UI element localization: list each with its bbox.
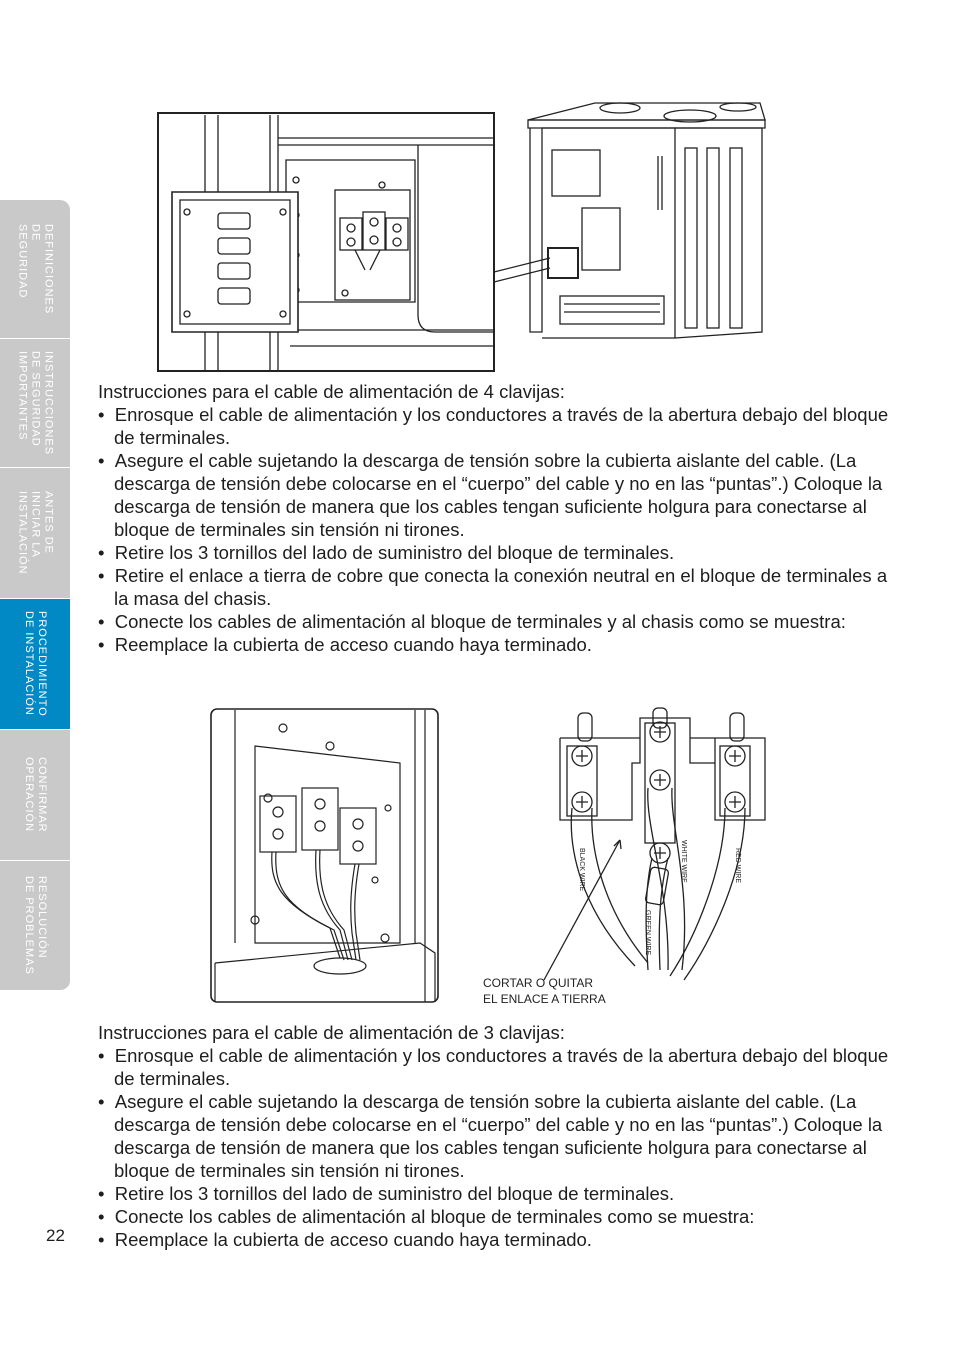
ground-link-note-line1: CORTAR O QUITAR	[483, 976, 594, 990]
three-prong-instructions	[98, 1021, 898, 1251]
instruction-item: • Asegure el cable sujetando la descarga de tensión sobre la cubierta aislante del cable. (La descarga de tensión debe colocarse en el “cuerpo” del cable y no en las “puntas”.) Coloque la descarga de tensión de manera que los cables tengan suficiente holgura para conectarse al bloque de terminales sin tensión ni tirones.	[98, 449, 898, 541]
wiring-diagram	[483, 708, 782, 1008]
tab-resolucion-problemas[interactable]	[0, 861, 70, 991]
instruction-item: • Enrosque el cable de alimentación y los conductores a través de la abertura debajo del bloque de terminales.	[98, 1044, 898, 1090]
white-wire-label: WHITE WIRE	[680, 840, 687, 883]
instruction-item: • Asegure el cable sujetando la descarga de tensión sobre la cubierta aislante del cable. (La descarga de tensión debe colocarse en el “cuerpo” del cable y no en las “puntas”.) Coloque la descarga de tensión de manera que los cables tengan suficiente holgura para conectarse al bloque de terminales sin tensión ni tirones.	[98, 1090, 898, 1182]
page-number: 22	[46, 1226, 65, 1245]
tab-confirmar-operacion[interactable]	[0, 730, 70, 861]
tab-label: DEFINICIONES DE SEGURIDAD	[16, 223, 55, 315]
tab-instrucciones-seguridad[interactable]	[0, 339, 70, 468]
section-heading: Instrucciones para el cable de alimentación de 3 clavijas:	[98, 1022, 565, 1043]
instruction-item: • Conecte los cables de alimentación al bloque de terminales y al chasis como se muestra:	[98, 610, 898, 633]
terminal-block-illustration	[210, 708, 440, 1004]
instruction-item: • Retire los 3 tornillos del lado de suministro del bloque de terminales.	[98, 1182, 898, 1205]
instruction-item: • Retire el enlace a tierra de cobre que conecta la conexión neutral en el bloque de terminales a la masa del chasis.	[98, 564, 898, 610]
tab-label: RESOLUCIÓN DE PROBLEMAS	[23, 876, 48, 975]
green-wire-label: GREEN WIRE	[644, 910, 651, 956]
four-prong-instructions	[98, 380, 898, 656]
instruction-item: • Reemplace la cubierta de acceso cuando haya terminado.	[98, 633, 898, 656]
red-wire-label: RED WIRE	[734, 848, 741, 883]
tab-label: CONFIRMAR OPERACIÓN	[23, 757, 48, 833]
instruction-item: • Retire los 3 tornillos del lado de suministro del bloque de terminales.	[98, 541, 898, 564]
black-wire-label: BLACK WIRE	[578, 848, 585, 892]
range-rear-illustration	[150, 100, 780, 380]
terminal-screws	[572, 722, 745, 863]
tab-label: PROCEDIMIENTO DE INSTALACIÓN	[23, 611, 48, 717]
tab-procedimiento-instalacion[interactable]	[0, 599, 70, 730]
instruction-item: • Enrosque el cable de alimentación y los conductores a través de la abertura debajo del bloque de terminales.	[98, 403, 898, 449]
tab-definiciones-seguridad[interactable]	[0, 200, 70, 339]
ground-link-note-line2: EL ENLACE A TIERRA	[483, 992, 606, 1006]
tab-antes-instalacion[interactable]	[0, 468, 70, 599]
instruction-item: • Conecte los cables de alimentación al bloque de terminales como se muestra:	[98, 1205, 898, 1228]
tab-label: ANTES DE INICIAR LA INSTALACIÓN	[16, 491, 55, 575]
instruction-item: • Reemplace la cubierta de acceso cuando haya terminado.	[98, 1228, 898, 1251]
section-heading: Instrucciones para el cable de alimentación de 4 clavijas:	[98, 381, 565, 402]
tab-label: INSTRUCCIONES DE SEGURIDAD IMPORTANTES	[16, 350, 55, 456]
